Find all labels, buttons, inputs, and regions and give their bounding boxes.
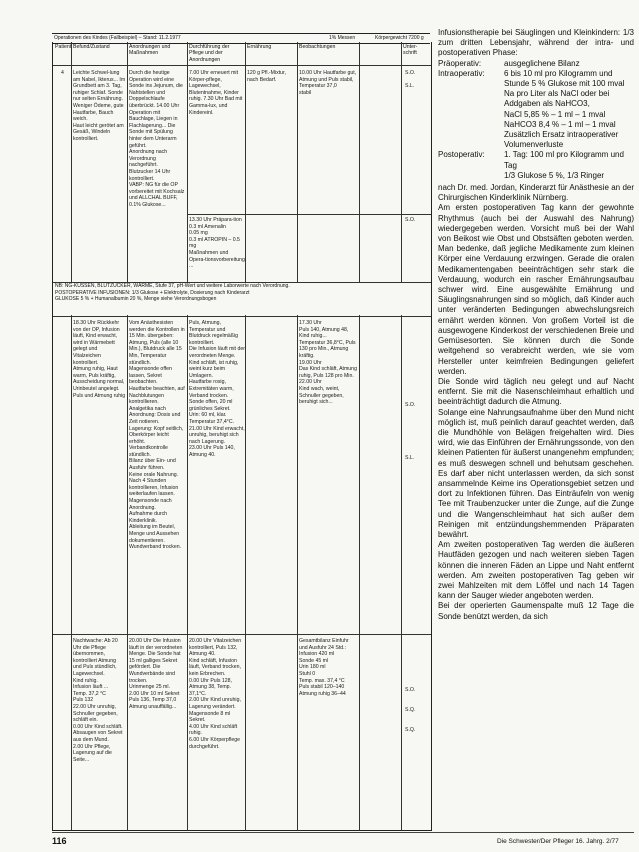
running-footer: Die Schwester/Der Pfleger 16. Jahrg. 2/77 — [497, 838, 619, 845]
header-left: Operationen des Kindes (Fallbeispiel) – Stand: 11.2.1977 — [54, 35, 181, 41]
row1-patient: 4 — [61, 70, 64, 76]
postop-label: Postoperativ: — [438, 150, 485, 160]
intraop-value: 6 bis 10 ml pro Kilogramm und Stunde 5 % Glukose mit 100 mval Na pro Liter als NaCl oder bei Addgaben als NaHCO3, NaCl 5,85 % – 1 ml – 1 mval NaHCO3 8,4 % – 1 ml – 1 mval Zusätzlich Ersatz intraoperativer Volumenverluste — [504, 68, 625, 150]
preop-value: ausgeglichene Bilanz — [504, 58, 580, 68]
col-header-befund: Befund/Zustand — [73, 44, 110, 50]
article-body: nach Dr. med. Jordan, Kinderarzt für Anästhesie an der Chirurgischen Kinderklinik Nürnberg. Am ersten postoperativen Tag kann der gewohnte Rhythmus (auch bei der Auswahl des Nahrung) wiedergegeben werden. Vorsicht muß bei der Wahl von Beikost wie Obst und Obstsäften geboten werden. Man bedenke, daß jegliche Medikamente zum kleinen Körper eine Verdauung erzwingen. Gerade die oralen Medikamentengaben beeinträchtigen sehr stark die Verdauung, wodurch ein rascher Ernährungsaufbau schwer wird. Eine ausgewählte Ernährung und Säuglingsnahrungen sind so möglich, daß Kinder auch unter veränderten Bedingungen abwechslungsreich ernährt werden können. Von großem Vorteil ist die ausgewogene Kinderkost der verschiedenen Breie und Gemüsesorten. Sie können durch die Sonde weitgehend so verabreicht werden, wie sie vom Hersteller unter keimfreien Bedingungen geliefert werden. Die Sonde wird täglich neu gelegt und auf Nacht entfernt. Sie mit die Nasenschleimhaut erhaltlich und beeinträchtigt dadurch die Atmung. Solange eine Nahrungsaufnahme über den Mund nicht möglich ist, muß peinlich darauf geachtet werden, daß die Mundhöhle von Belägen freigehalten wird. Dies wird, wie das Einführen der Ernährungssonde, von den kleinen Patienten für äußerst unangenehm empfunden; es muß deswegen schnell und behutsam geschehen. Es darf aber nicht unterlassen werden, da sich sonst ansammelnde Keime ins Operationsgebiet setzen und dort zu Infektionen führen. Das Einträufeln von wenig Tee mit Traubenzucker unter die Zunge, auf die Zunge und die Wangenschleimhaut hat sich außer dem Reinigen mit entzündungshemmenden Präparaten bewährt. Am zweiten postoperativen Tag werden die äußeren Hautfäden gezogen und nach weiteren sieben Tagen können die inneren Fäden an Lippe und Naht entfernt werden. Am zweiten postoperativen Tag geben wir zwei Mahlzeiten mit dem Löffel und nach 14 Tagen kann der Sauger wieder angeboten werden. Bei der operierten Gaumenspalte muß 12 Tage die Sonde benützt werden, da sich — [438, 183, 634, 621]
row1-ernaehrung: 120 g Pfl.-Mixtur, nach Bedarf. — [247, 70, 286, 83]
col-divider — [401, 42, 402, 830]
page-number: 116 — [52, 836, 67, 846]
row-rule — [187, 214, 431, 215]
row1-durchfuehrung: 7.00 Uhr erneuert mit Körper-pflege, Lagewechsel, Blutentnahme, Kinder ruhig. 7.30 Uhr Bad mit Gamma-lux, und Kindereinl. — [189, 70, 243, 116]
row3-befund: 18.30 Uhr Rückkehr von der OP, Infusion läuft, Kind erwacht, wird in Wärmebett gelegt und Vitalzeichen kontrolliert. Atmung ruhig, Haut warm, Puls kräftig, Ausscheidung normal, Urinbeutel angelegt. Puls und Atmung ruhig — [73, 320, 126, 399]
col-divider — [71, 42, 72, 830]
col-header-anordnung: Anordnungen und Maßnahmen — [129, 44, 171, 57]
col-divider — [359, 42, 360, 830]
row3-durchfuehrung: Puls, Atmung, Temperatur und Blutdruck regelmäßig kontrolliert. Die Infusion läuft mit der verordneten Menge. Kind schläft, ist ruhig, weint kurz beim Umlagern. Hautfarbe rosig, Extremitäten warm, Verband trocken. Sonde offen, 20 ml grünliches Sekret. Urin: 60 ml, klar. Temperatur 37,4°C. 21.00 Uhr Kind erwacht, unruhig, beruhigt sich nach Lagerung. 23.00 Uhr Puls 140, Atmung 40. — [189, 320, 245, 458]
col-header-ernaehrung: Ernährung — [247, 44, 272, 50]
row4-signature: S.O. S.Q. S.Q. — [405, 687, 416, 733]
row3-anordnung: Vom Anästhesisten werden die Kontrollen in 15 Min. übergeben: Atmung, Puls (alle 10 Min.), Blutdruck alle 15 Min, Temperatur stündlich. Magensonde offen lassen, Sekret beobachten. Hautfarbe beachten, auf Nachblutungen kontrollieren. Analgetika nach Anordnung: Dosis und Zeit notieren. Lagerung: Kopf seitlich, Oberkörper leicht erhöht. Verbandkontrolle stündlich. Bilanz über Ein- und Ausfuhr führen. Keine orale Nahrung. Nach 4 Stunden kontrollieren, Infusion weiterlaufen lassen. Magensonde nach Anordnung. Aufnahme durch Kinderklinik. Ableitung im Beutel, Menge und Aussehen dokumentieren. Wundverband trocken. — [129, 320, 185, 551]
col-header-durchfuehrung: Durchführung der Pflege und der Anordnungen — [189, 44, 230, 63]
preop-label: Präoperativ: — [438, 58, 482, 68]
header-middle: 1% Messen — [329, 35, 356, 41]
row4-beobachtungen: Gesamtbilanz Einfuhr und Ausfuhr 24 Std.: Infusion 420 ml Sonde 45 ml Urin 180 ml Stuhl 0 Temp. max. 37,4 °C Puls stabil 120–140 Atmung ruhig 36–44 — [299, 638, 349, 697]
row1-anordnung: Durch die heutige Operation wird eine Sonde ins Jejunum, die Nahtstellen und Doppelschlaufe überbrückt. 14.00 Uhr Operation mit Bauchlage, Liegen in Flachlagerung... Die Sonde mit Spülung hinter dem Unterarm geführt. Anordnung nach Verordnung nachgeführt. Blutzucker 14 Uhr kontrolliert. VABP: NG für die OP vorbereitet mit Kochsalz und ALLCHAL BUFF, 0.1% Glukose... — [129, 70, 185, 208]
postop-value: 1. Tag: 100 ml pro Kilogramm und Tag 1/3 Glukose 5 %, 1/3 Ringer — [504, 150, 624, 180]
postop-infusion-band: NB: NG-KÜSSEN, BLUTZUCKER, WÄRME, Stufe 37, pH-Wert und weitere Laborwerte nach Verordnung. POSTOPERATIVE INFUSIONEN: 1/3 Glukose + Elektrolyte, Dosierung nach Kinderarzt GLUKOSE 5 % + Humanalbumin 20 %, Menge siehe Verordnungsbogen — [55, 283, 427, 315]
row-rule — [53, 634, 431, 635]
col-divider — [127, 42, 128, 830]
col-header-unterschrift: Unter-schrift — [403, 44, 418, 57]
article-text — [438, 28, 634, 828]
row3-signature: S.O. S.L. — [405, 402, 416, 461]
col-header-beobachtungen: Beobachtungen — [299, 44, 336, 50]
infusion-intro: Infusionstherapie bei Säuglingen und Kleinkindern: 1/3 zum dritten Lebensjahr, während der intra- und postoperativen Phase: — [438, 28, 634, 58]
row1-beobachtungen: 10.00 Uhr Hautfarbe gut, Atmung und Puls stabil, Temperatur 37,0 stabil — [299, 70, 357, 96]
row1-befund: Leichte Schwel-lung am Nabel, Ikterus... Im Grundbett am 3. Tag, ruhiger Schlaf. Sonde nur selten Ernährung. Weniger Ödeme, gute Hautfarbe, Bauch weich. Haut leicht gerötet am Gesäß, Windeln kontrolliert. — [73, 70, 126, 142]
row3-beobachtungen: 17.30 Uhr Puls 140, Atmung 48, Kind ruhig... Temperatur 36,8°C, Puls 130 pro Min., Atmung kräftig. 19.00 Uhr Das Kind schläft, Atmung ruhig, Puls 128 pro Min. 22.00 Uhr Kind wach, weint, Schnuller gegeben, beruhigt sich... — [299, 320, 357, 406]
header-rule — [53, 65, 431, 66]
care-table — [52, 42, 432, 831]
row4-befund: Nachtwache: Ab 20 Uhr die Pflege übernommen, kontrolliert Atmung und Puls stündlich, Lagewechsel. Kind ruhig. Infusion läuft ... Temp. 37,2 °C Puls 132 22.00 Uhr unruhig, Schnuller gegeben, schläft ein. 0.00 Uhr Kind schläft. Absaugen von Sekret aus dem Mund. 2.00 Uhr Pflege, Lagerung auf die Seite... — [73, 638, 123, 763]
intraop-entry — [438, 69, 634, 151]
header-right: Körpergewicht 7200 g — [375, 35, 424, 41]
col-divider — [297, 42, 298, 830]
preop-entry — [438, 59, 634, 69]
col-divider — [245, 42, 246, 830]
row1-signature: S.O. S.L. — [405, 70, 416, 90]
row2-signature: S.O. — [405, 217, 416, 223]
col-header-patient: Patient — [55, 44, 71, 50]
intraop-label: Intraoperativ: — [438, 68, 485, 78]
col-divider — [187, 42, 188, 830]
row-rule — [53, 316, 431, 317]
row2-durchfuehrung: 13.30 Uhr Präpara-tion 0.3 ml Amenalin 0.05 mg 0.3 ml ATROPIN – 0.5 mg Maßnahmen und Opera-tionsvorbereitung ... — [189, 217, 245, 270]
row4-anordnung: 20.00 Uhr Die Infusion läuft in der verordneten Menge. Die Sonde hat 15 ml galliges Sekret gefördert. Die Wundverbände sind trocken. Urinmenge 25 ml. 2.00 Uhr 10 ml Sekret Puls 136, Temp 37,0 Atmung unauffällig... — [129, 638, 183, 710]
postop-entry — [438, 150, 634, 181]
row4-durchfuehrung: 20.00 Uhr Vitalzeichen kontrolliert, Puls 132, Atmung 40. Kind schläft, Infusion läuft, Verband trocken, kein Erbrechen. 0.00 Uhr Puls 128, Atmung 38, Temp. 37,1°C. 2.00 Uhr Kind unruhig, Lagerung verändert. Magensonde 8 ml Sekret. 4.00 Uhr Kind schläft ruhig. 6.00 Uhr Körperpflege durchgeführt. — [189, 638, 242, 750]
footer-rule — [52, 832, 634, 833]
